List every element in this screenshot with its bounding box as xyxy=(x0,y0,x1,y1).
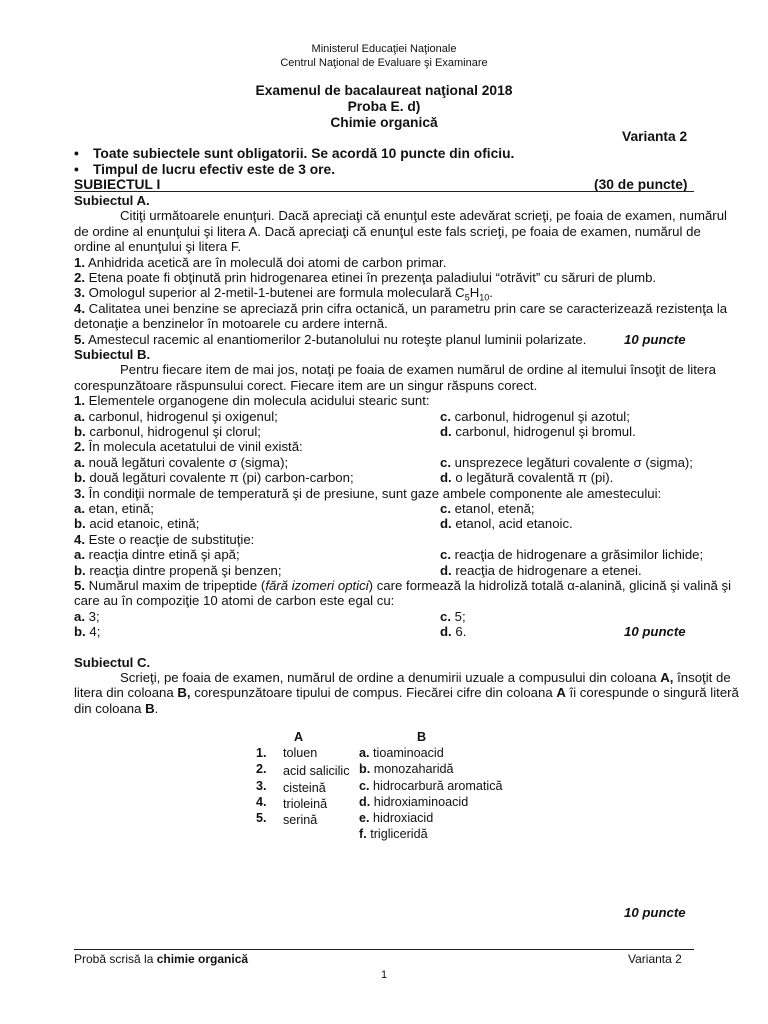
footer-divider xyxy=(74,949,694,950)
section-1-points: (30 de puncte) xyxy=(594,177,688,192)
subject-a-points: 10 puncte xyxy=(624,332,686,347)
subject-title: Chimie organică xyxy=(330,115,438,130)
column-a-item: serină xyxy=(283,813,318,827)
q1-option-d: d. carbonul, hidrogenul şi bromul. xyxy=(440,424,636,439)
subject-a-intro-3: ordine al enunţului şi litera F. xyxy=(74,239,242,254)
exam-title: Examenul de bacalaureat naţional 2018 xyxy=(255,83,513,98)
column-a-item: trioleină xyxy=(283,797,328,811)
column-b-item: f. trigliceridă xyxy=(359,827,428,841)
column-b-header: B xyxy=(417,730,427,744)
q5-option-a: a. 3; xyxy=(74,609,100,624)
q2-option-a: a. nouă legături covalente σ (sigma); xyxy=(74,455,289,470)
question-5-cont: care au în compoziţie 10 atomi de carbon este egal cu: xyxy=(74,593,395,608)
question-2: 2. În molecula acetatului de vinil există: xyxy=(74,439,303,454)
column-a-item: acid salicilic xyxy=(283,764,350,778)
subject-a-label: Subiectul A. xyxy=(74,193,150,208)
q2-option-d: d. o legătură covalentă π (pi). xyxy=(440,470,614,485)
column-a-number: 3. xyxy=(256,779,267,793)
subject-b-label: Subiectul B. xyxy=(74,347,151,362)
q1-option-a: a. carbonul, hidrogenul şi oxigenul; xyxy=(74,409,278,424)
proba-title: Proba E. d) xyxy=(347,99,421,114)
bullet-icon: • xyxy=(74,162,79,177)
q4-option-c: c. reacţia de hidrogenare a grăsimilor lichide; xyxy=(440,547,704,562)
q5-option-b: b. 4; xyxy=(74,624,101,639)
footer-left: Probă scrisă la chimie organică xyxy=(74,952,249,966)
page-number: 1 xyxy=(380,969,388,981)
q1-option-b: b. carbonul, hidrogenul şi clorul; xyxy=(74,424,261,439)
subject-c-intro-2: litera din coloana B, corespunzătoare tipului de compus. Fiecărei cifre din coloana A îi corespunde o singură literă xyxy=(74,685,739,700)
statement-2: 2. Etena poate fi obţinută prin hidrogenarea etinei în prezenţa paladiului “otrăvit” cu săruri de plumb. xyxy=(74,270,657,285)
q4-option-d: d. reacţia de hidrogenare a etenei. xyxy=(440,563,642,578)
subject-b-intro-1: Pentru fiecare item de mai jos, notaţi pe foaia de examen numărul de ordine al itemului însoţit de litera xyxy=(120,362,716,377)
variant-label: Varianta 2 xyxy=(622,129,688,144)
q3-option-b: b. acid etanoic, etină; xyxy=(74,516,200,531)
statement-4-cont: detonaţie a benzinelor în motoarele cu ardere internă. xyxy=(74,316,388,331)
question-4: 4. Este o reacţie de substituţie: xyxy=(74,532,255,547)
q5-option-d: d. 6. xyxy=(440,624,467,639)
column-b-item: e. hidroxiacid xyxy=(359,811,434,825)
question-1: 1. Elementele organogene din molecula acidului stearic sunt: xyxy=(74,393,430,408)
subject-a-intro-1: Citiţi următoarele enunţuri. Dacă apreciaţi că enunţul este adevărat scrieţi, pe foaia de examen, numărul xyxy=(120,208,727,223)
question-3: 3. În condiţii normale de temperatură şi de presiune, sunt gaze ambele componente ale amestecului: xyxy=(74,486,662,501)
column-a-number: 1. xyxy=(256,746,267,760)
subject-c-points: 10 puncte xyxy=(624,905,686,920)
q4-option-a: a. reacţia dintre etină şi apă; xyxy=(74,547,240,562)
column-a-number: 4. xyxy=(256,795,267,809)
center-name: Centrul Naţional de Evaluare şi Examinare xyxy=(280,57,488,69)
ministry-name: Ministerul Educaţiei Naţionale xyxy=(311,43,457,55)
subject-c-intro-1: Scrieţi, pe foaia de examen, numărul de ordine a denumirii uzuale a compusului din coloana A, însoţit de xyxy=(120,670,731,685)
column-a-header: A xyxy=(294,730,304,744)
section-divider xyxy=(74,191,694,192)
q5-option-c: c. 5; xyxy=(440,609,466,624)
q1-option-c: c. carbonul, hidrogenul şi azotul; xyxy=(440,409,630,424)
column-b-item: d. hidroxiaminoacid xyxy=(359,795,469,809)
column-a-item: cisteină xyxy=(283,781,326,795)
column-a-number: 5. xyxy=(256,811,267,825)
subject-c-label: Subiectul C. xyxy=(74,655,151,670)
column-b-item: a. tioaminoacid xyxy=(359,746,444,760)
instruction-1: Toate subiectele sunt obligatorii. Se acordă 10 puncte din oficiu. xyxy=(93,146,515,161)
footer-variant: Varianta 2 xyxy=(628,952,682,966)
section-1-label: SUBIECTUL I xyxy=(74,177,161,192)
column-b-item: c. hidrocarbură aromatică xyxy=(359,779,503,793)
statement-3: 3. Omologul superior al 2-metil-1-butenei are formula moleculară $C_5H_{10}$. xyxy=(74,285,493,303)
q2-option-c: c. unsprezece legături covalente σ (sigma); xyxy=(440,455,693,470)
q3-option-a: a. etan, etină; xyxy=(74,501,154,516)
subject-c-intro-3: din coloana B. xyxy=(74,701,159,716)
instruction-2: Timpul de lucru efectiv este de 3 ore. xyxy=(93,162,336,177)
column-a-item: toluen xyxy=(283,746,318,760)
q2-option-b: b. două legături covalente π (pi) carbon-carbon; xyxy=(74,470,354,485)
column-b-item: b. monozaharidă xyxy=(359,762,454,776)
q3-option-c: c. etanol, etenă; xyxy=(440,501,535,516)
statement-1: 1. Anhidrida acetică are în moleculă doi atomi de carbon primar. xyxy=(74,255,447,270)
subject-b-points: 10 puncte xyxy=(624,624,686,639)
q4-option-b: b. reacţia dintre propenă şi benzen; xyxy=(74,563,282,578)
statement-4: 4. Calitatea unei benzine se apreciază prin cifra octanică, un parametru prin care se caracterizează rezistenţa la xyxy=(74,301,728,316)
statement-5: 5. Amestecul racemic al enantiomerilor 2-butanolului nu roteşte planul luminii polarizate. xyxy=(74,332,587,347)
bullet-icon: • xyxy=(74,146,79,161)
subject-b-intro-2: corespunzătoare răspunsului corect. Fiecare item are un singur răspuns corect. xyxy=(74,378,538,393)
q3-option-d: d. etanol, acid etanoic. xyxy=(440,516,573,531)
question-5: 5. Numărul maxim de tripeptide (fără izomeri optici) care formează la hidroliză totală α-alanină, glicină şi valină şi xyxy=(74,578,732,593)
column-a-number: 2. xyxy=(256,762,267,776)
subject-a-intro-2: de ordine al enunţului şi litera A. Dacă apreciaţi că enunţul este fals scrieţi, pe foaia de examen, numărul de xyxy=(74,224,701,239)
